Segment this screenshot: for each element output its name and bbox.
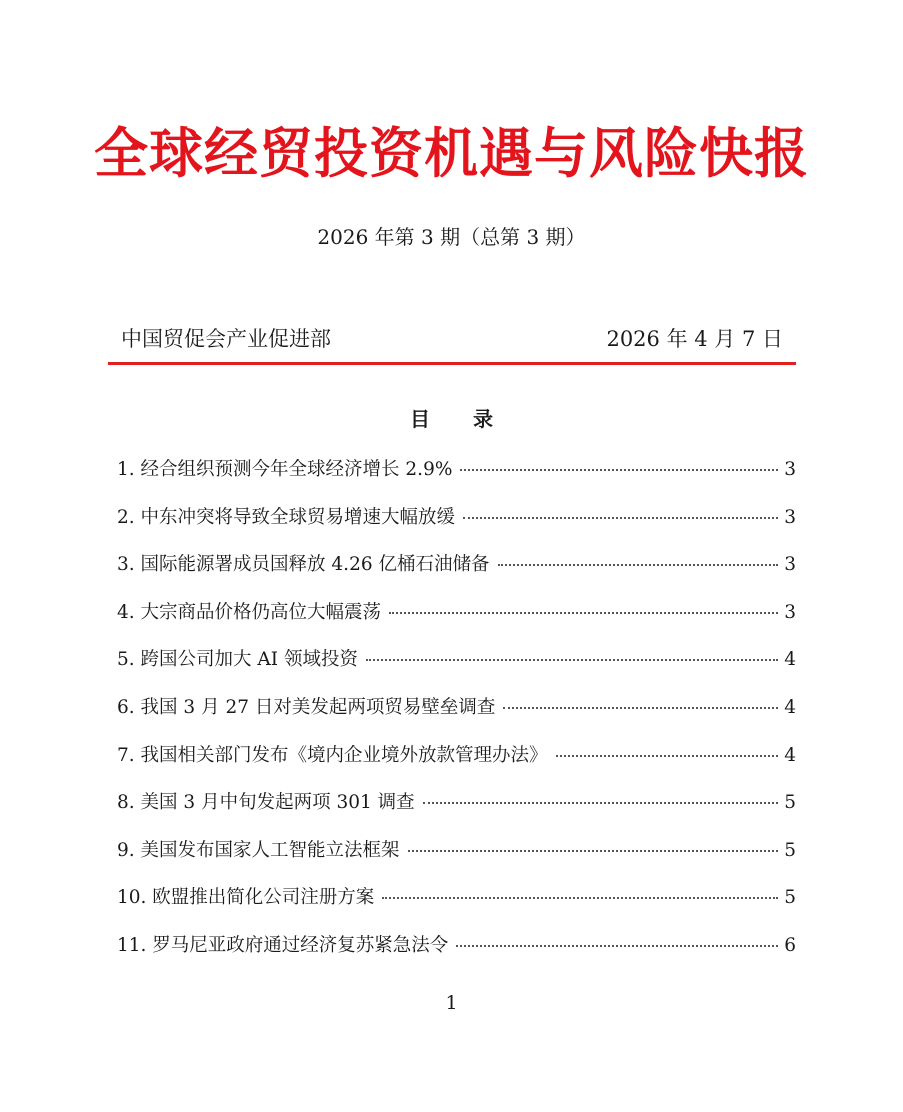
toc-entry[interactable] (117, 836, 796, 884)
toc-entry-page: 5 (784, 792, 796, 814)
toc-leader-dots (408, 850, 779, 852)
page-number: 1 (445, 992, 458, 1014)
toc-entry-title: 9. 美国发布国家人工智能立法框架 (117, 839, 400, 861)
department-name: 中国贸促会产业促进部 (121, 327, 331, 351)
toc-leader-dots (382, 897, 778, 899)
toc-entry-page: 5 (784, 839, 796, 861)
toc-entry-page: 4 (784, 744, 796, 766)
toc-entry-page: 4 (784, 696, 796, 718)
toc-entry-page: 3 (784, 554, 796, 576)
toc-entry-title: 5. 跨国公司加大 AI 领域投资 (117, 649, 358, 671)
toc-entry-title: 7. 我国相关部门发布《境内企业境外放款管理办法》 (117, 744, 548, 766)
toc-leader-dots (498, 564, 779, 566)
toc-entry[interactable] (117, 741, 796, 789)
toc-entry-title: 6. 我国 3 月 27 日对美发起两项贸易壁垒调查 (117, 696, 496, 718)
toc-entry[interactable] (117, 693, 796, 741)
toc-leader-dots (366, 659, 778, 661)
header-info-row (121, 322, 783, 354)
toc-entry[interactable] (117, 455, 796, 503)
toc-entry-page: 3 (784, 459, 796, 480)
toc-entry-page: 6 (784, 934, 796, 956)
toc-entry[interactable] (117, 503, 796, 551)
toc-entry-title: 2. 中东冲突将导致全球贸易增速大幅放缓 (117, 506, 456, 528)
toc-entry-title: 11. 罗马尼亚政府通过经济复苏紧急法令 (117, 934, 449, 956)
publish-date: 2026 年 4 月 7 日 (606, 327, 783, 351)
red-divider (108, 362, 796, 365)
toc-entry-page: 5 (784, 887, 796, 909)
toc-entry[interactable] (117, 598, 796, 646)
toc-leader-dots (456, 945, 778, 947)
toc-leader-dots (423, 802, 779, 804)
report-title: 全球经贸投资机遇与风险快报 (94, 122, 809, 185)
toc-leader-dots (463, 517, 778, 519)
toc-entry[interactable] (117, 550, 796, 598)
toc-leader-dots (389, 612, 778, 614)
toc-leader-dots (503, 707, 778, 709)
toc-entry-page: 3 (784, 506, 796, 528)
toc-entry-title: 3. 国际能源署成员国释放 4.26 亿桶石油储备 (117, 554, 490, 576)
toc-entry[interactable] (117, 931, 796, 979)
toc-heading: 目 录 (410, 407, 511, 431)
issue-number: 2026 年第 3 期（总第 3 期） (317, 225, 586, 249)
toc-entry-title: 4. 大宗商品价格仍高位大幅震荡 (117, 601, 382, 623)
toc-entry[interactable] (117, 883, 796, 931)
toc-entry-title: 10. 欧盟推出简化公司注册方案 (117, 887, 375, 909)
toc-entry-title: 8. 美国 3 月中旬发起两项 301 调查 (117, 792, 415, 814)
toc-entry[interactable] (117, 788, 796, 836)
toc-entry-page: 4 (784, 649, 796, 671)
toc-entry[interactable] (117, 645, 796, 693)
toc-entry-page: 3 (784, 601, 796, 623)
toc-leader-dots (460, 469, 778, 471)
table-of-contents (117, 455, 796, 979)
toc-leader-dots (556, 755, 779, 757)
toc-entry-title: 1. 经合组织预测今年全球经济增长 2.9% (117, 459, 453, 480)
